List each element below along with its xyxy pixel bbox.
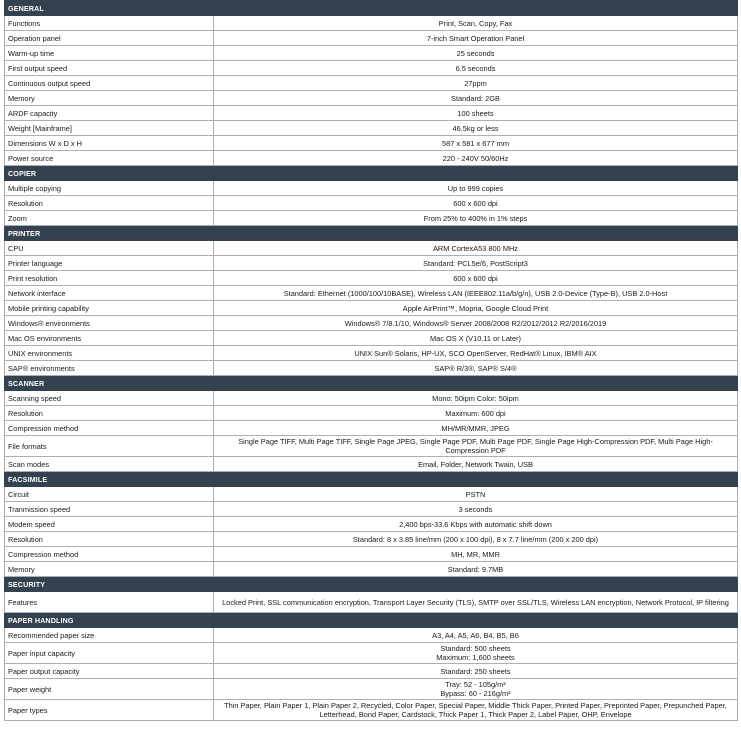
spec-label: Windows® environments	[5, 316, 214, 331]
spec-label: Dimensions W x D x H	[5, 136, 214, 151]
spec-value: Tray: 52 - 105g/m² Bypass: 60 - 216g/m²	[214, 679, 738, 700]
spec-value: Email, Folder, Network Twain, USB	[214, 457, 738, 472]
spec-value: Standard: 8 x 3.85 line/mm (200 x 100 dpi), 8 x 7.7 line/mm (200 x 200 dpi)	[214, 532, 738, 547]
spec-value: 7-inch Smart Operation Panel	[214, 31, 738, 46]
table-row	[5, 679, 738, 700]
spec-value: MH/MR/MMR, JPEG	[214, 421, 738, 436]
spec-label: SAP® environments	[5, 361, 214, 376]
spec-table	[4, 0, 738, 721]
spec-value: Maximum: 600 dpi	[214, 406, 738, 421]
spec-value: Windows® 7/8.1/10, Windows® Server 2008/2008 R2/2012/2012 R2/2016/2019	[214, 316, 738, 331]
spec-label: Modem speed	[5, 517, 214, 532]
spec-label: Circuit	[5, 487, 214, 502]
spec-label: Resolution	[5, 196, 214, 211]
spec-value: Standard: 9.7MB	[214, 562, 738, 577]
table-row	[5, 361, 738, 376]
spec-value: 6.5 seconds	[214, 61, 738, 76]
table-row	[5, 136, 738, 151]
spec-value: From 25% to 400% in 1% steps	[214, 211, 738, 226]
spec-label: Functions	[5, 16, 214, 31]
spec-label: Scan modes	[5, 457, 214, 472]
table-row	[5, 346, 738, 361]
table-row	[5, 331, 738, 346]
spec-label: CPU	[5, 241, 214, 256]
spec-label: File formats	[5, 436, 214, 457]
table-row	[5, 151, 738, 166]
spec-value: Up to 999 copies	[214, 181, 738, 196]
section-title: PAPER HANDLING	[5, 613, 738, 628]
table-row	[5, 256, 738, 271]
section-title: FACSIMILE	[5, 472, 738, 487]
spec-value: UNIX Sun® Solaris, HP-UX, SCO OpenServer, RedHat® Linux, IBM® AIX	[214, 346, 738, 361]
spec-value: Mono: 50ipm Color: 50ipm	[214, 391, 738, 406]
table-row	[5, 487, 738, 502]
spec-label: Continuous output speed	[5, 76, 214, 91]
spec-value: Standard: 250 sheets	[214, 664, 738, 679]
spec-label: Warm-up time	[5, 46, 214, 61]
spec-value: 25 seconds	[214, 46, 738, 61]
table-row	[5, 406, 738, 421]
table-row	[5, 286, 738, 301]
spec-label: Multiple copying	[5, 181, 214, 196]
spec-value: PSTN	[214, 487, 738, 502]
spec-label: Memory	[5, 91, 214, 106]
table-row	[5, 91, 738, 106]
table-row	[5, 16, 738, 31]
spec-label: Mobile printing capability	[5, 301, 214, 316]
table-row	[5, 46, 738, 61]
spec-value: SAP® R/3®, SAP® S/4®	[214, 361, 738, 376]
spec-label: First output speed	[5, 61, 214, 76]
spec-value: ARM CortexA53 800 MHz	[214, 241, 738, 256]
table-row	[5, 700, 738, 721]
table-row	[5, 121, 738, 136]
section-title: COPIER	[5, 166, 738, 181]
spec-label: Printer language	[5, 256, 214, 271]
table-row	[5, 562, 738, 577]
spec-label: Paper input capacity	[5, 643, 214, 664]
section-title: SECURITY	[5, 577, 738, 592]
spec-value: MH, MR, MMR	[214, 547, 738, 562]
spec-value: Thin Paper, Plain Paper 1, Plain Paper 2, Recycled, Color Paper, Special Paper, Middle Thick Paper, Printed Paper, Preprinted Paper, Prepunched Paper, Letterhead, Bond Paper, Cardstock, Thick Paper 1, Thick Paper 2, Label Paper, OHP, Envelope	[214, 700, 738, 721]
section-header	[5, 472, 738, 487]
table-row	[5, 61, 738, 76]
spec-value: Standard: 2GB	[214, 91, 738, 106]
section-header	[5, 1, 738, 16]
spec-label: Recommended paper size	[5, 628, 214, 643]
spec-value: Standard: Ethernet (1000/100/10BASE), Wireless LAN (IEEE802.11a/b/g/n), USB 2.0-Device (Type-B), USB 2.0-Host	[214, 286, 738, 301]
spec-value: 46.5kg or less	[214, 121, 738, 136]
spec-value: 3 seconds	[214, 502, 738, 517]
spec-value: Single Page TIFF, Multi Page TIFF, Single Page JPEG, Single Page PDF, Multi Page PDF, Single Page High-Compression PDF, Multi Page High-Compression PDF	[214, 436, 738, 457]
spec-value: 600 x 600 dpi	[214, 196, 738, 211]
spec-label: Memory	[5, 562, 214, 577]
table-row	[5, 502, 738, 517]
spec-label: Compression method	[5, 421, 214, 436]
table-row	[5, 271, 738, 286]
spec-value: A3, A4, A5, A6, B4, B5, B6	[214, 628, 738, 643]
table-row	[5, 457, 738, 472]
spec-label: Operation panel	[5, 31, 214, 46]
spec-value: 100 sheets	[214, 106, 738, 121]
spec-label: Compression method	[5, 547, 214, 562]
table-row	[5, 592, 738, 613]
spec-value: Standard: PCL5e/6, PostScript3	[214, 256, 738, 271]
spec-label: Resolution	[5, 532, 214, 547]
table-row	[5, 421, 738, 436]
spec-value: 220 - 240V 50/60Hz	[214, 151, 738, 166]
spec-label: UNIX environments	[5, 346, 214, 361]
spec-value: Mac OS X (V10.11 or Later)	[214, 331, 738, 346]
table-row	[5, 211, 738, 226]
table-row	[5, 664, 738, 679]
spec-value: 600 x 600 dpi	[214, 271, 738, 286]
spec-value: Print, Scan, Copy, Fax	[214, 16, 738, 31]
table-row	[5, 241, 738, 256]
table-row	[5, 532, 738, 547]
table-row	[5, 301, 738, 316]
section-title: SCANNER	[5, 376, 738, 391]
section-title: GENERAL	[5, 1, 738, 16]
table-row	[5, 181, 738, 196]
section-header	[5, 166, 738, 181]
table-row	[5, 643, 738, 664]
table-row	[5, 31, 738, 46]
spec-label: ARDF capacity	[5, 106, 214, 121]
table-row	[5, 106, 738, 121]
spec-label: Zoom	[5, 211, 214, 226]
table-row	[5, 196, 738, 211]
spec-value: 587 x 581 x 677 mm	[214, 136, 738, 151]
table-row	[5, 547, 738, 562]
spec-value: Standard: 500 sheets Maximum: 1,600 sheets	[214, 643, 738, 664]
table-row	[5, 391, 738, 406]
section-header	[5, 226, 738, 241]
section-header	[5, 376, 738, 391]
table-row	[5, 517, 738, 532]
spec-label: Scanning speed	[5, 391, 214, 406]
spec-label: Weight [Mainframe]	[5, 121, 214, 136]
spec-label: Resolution	[5, 406, 214, 421]
spec-value: Locked Print, SSL communication encryption, Transport Layer Security (TLS), SMTP over SSL/TLS, Wireless LAN encryption, Network Protocol, IP filtering	[214, 592, 738, 613]
table-row	[5, 316, 738, 331]
spec-label: Print resolution	[5, 271, 214, 286]
section-header	[5, 577, 738, 592]
spec-value: 2,400 bps-33.6 Kbps with automatic shift down	[214, 517, 738, 532]
spec-label: Mac OS environments	[5, 331, 214, 346]
table-row	[5, 436, 738, 457]
spec-label: Features	[5, 592, 214, 613]
spec-label: Paper types	[5, 700, 214, 721]
table-row	[5, 76, 738, 91]
spec-label: Tranmission speed	[5, 502, 214, 517]
spec-value: 27ppm	[214, 76, 738, 91]
spec-label: Network interface	[5, 286, 214, 301]
table-row	[5, 628, 738, 643]
section-header	[5, 613, 738, 628]
spec-label: Paper output capacity	[5, 664, 214, 679]
spec-label: Power source	[5, 151, 214, 166]
spec-value: Apple AirPrint™, Mopria, Google Cloud Print	[214, 301, 738, 316]
section-title: PRINTER	[5, 226, 738, 241]
spec-label: Paper weight	[5, 679, 214, 700]
